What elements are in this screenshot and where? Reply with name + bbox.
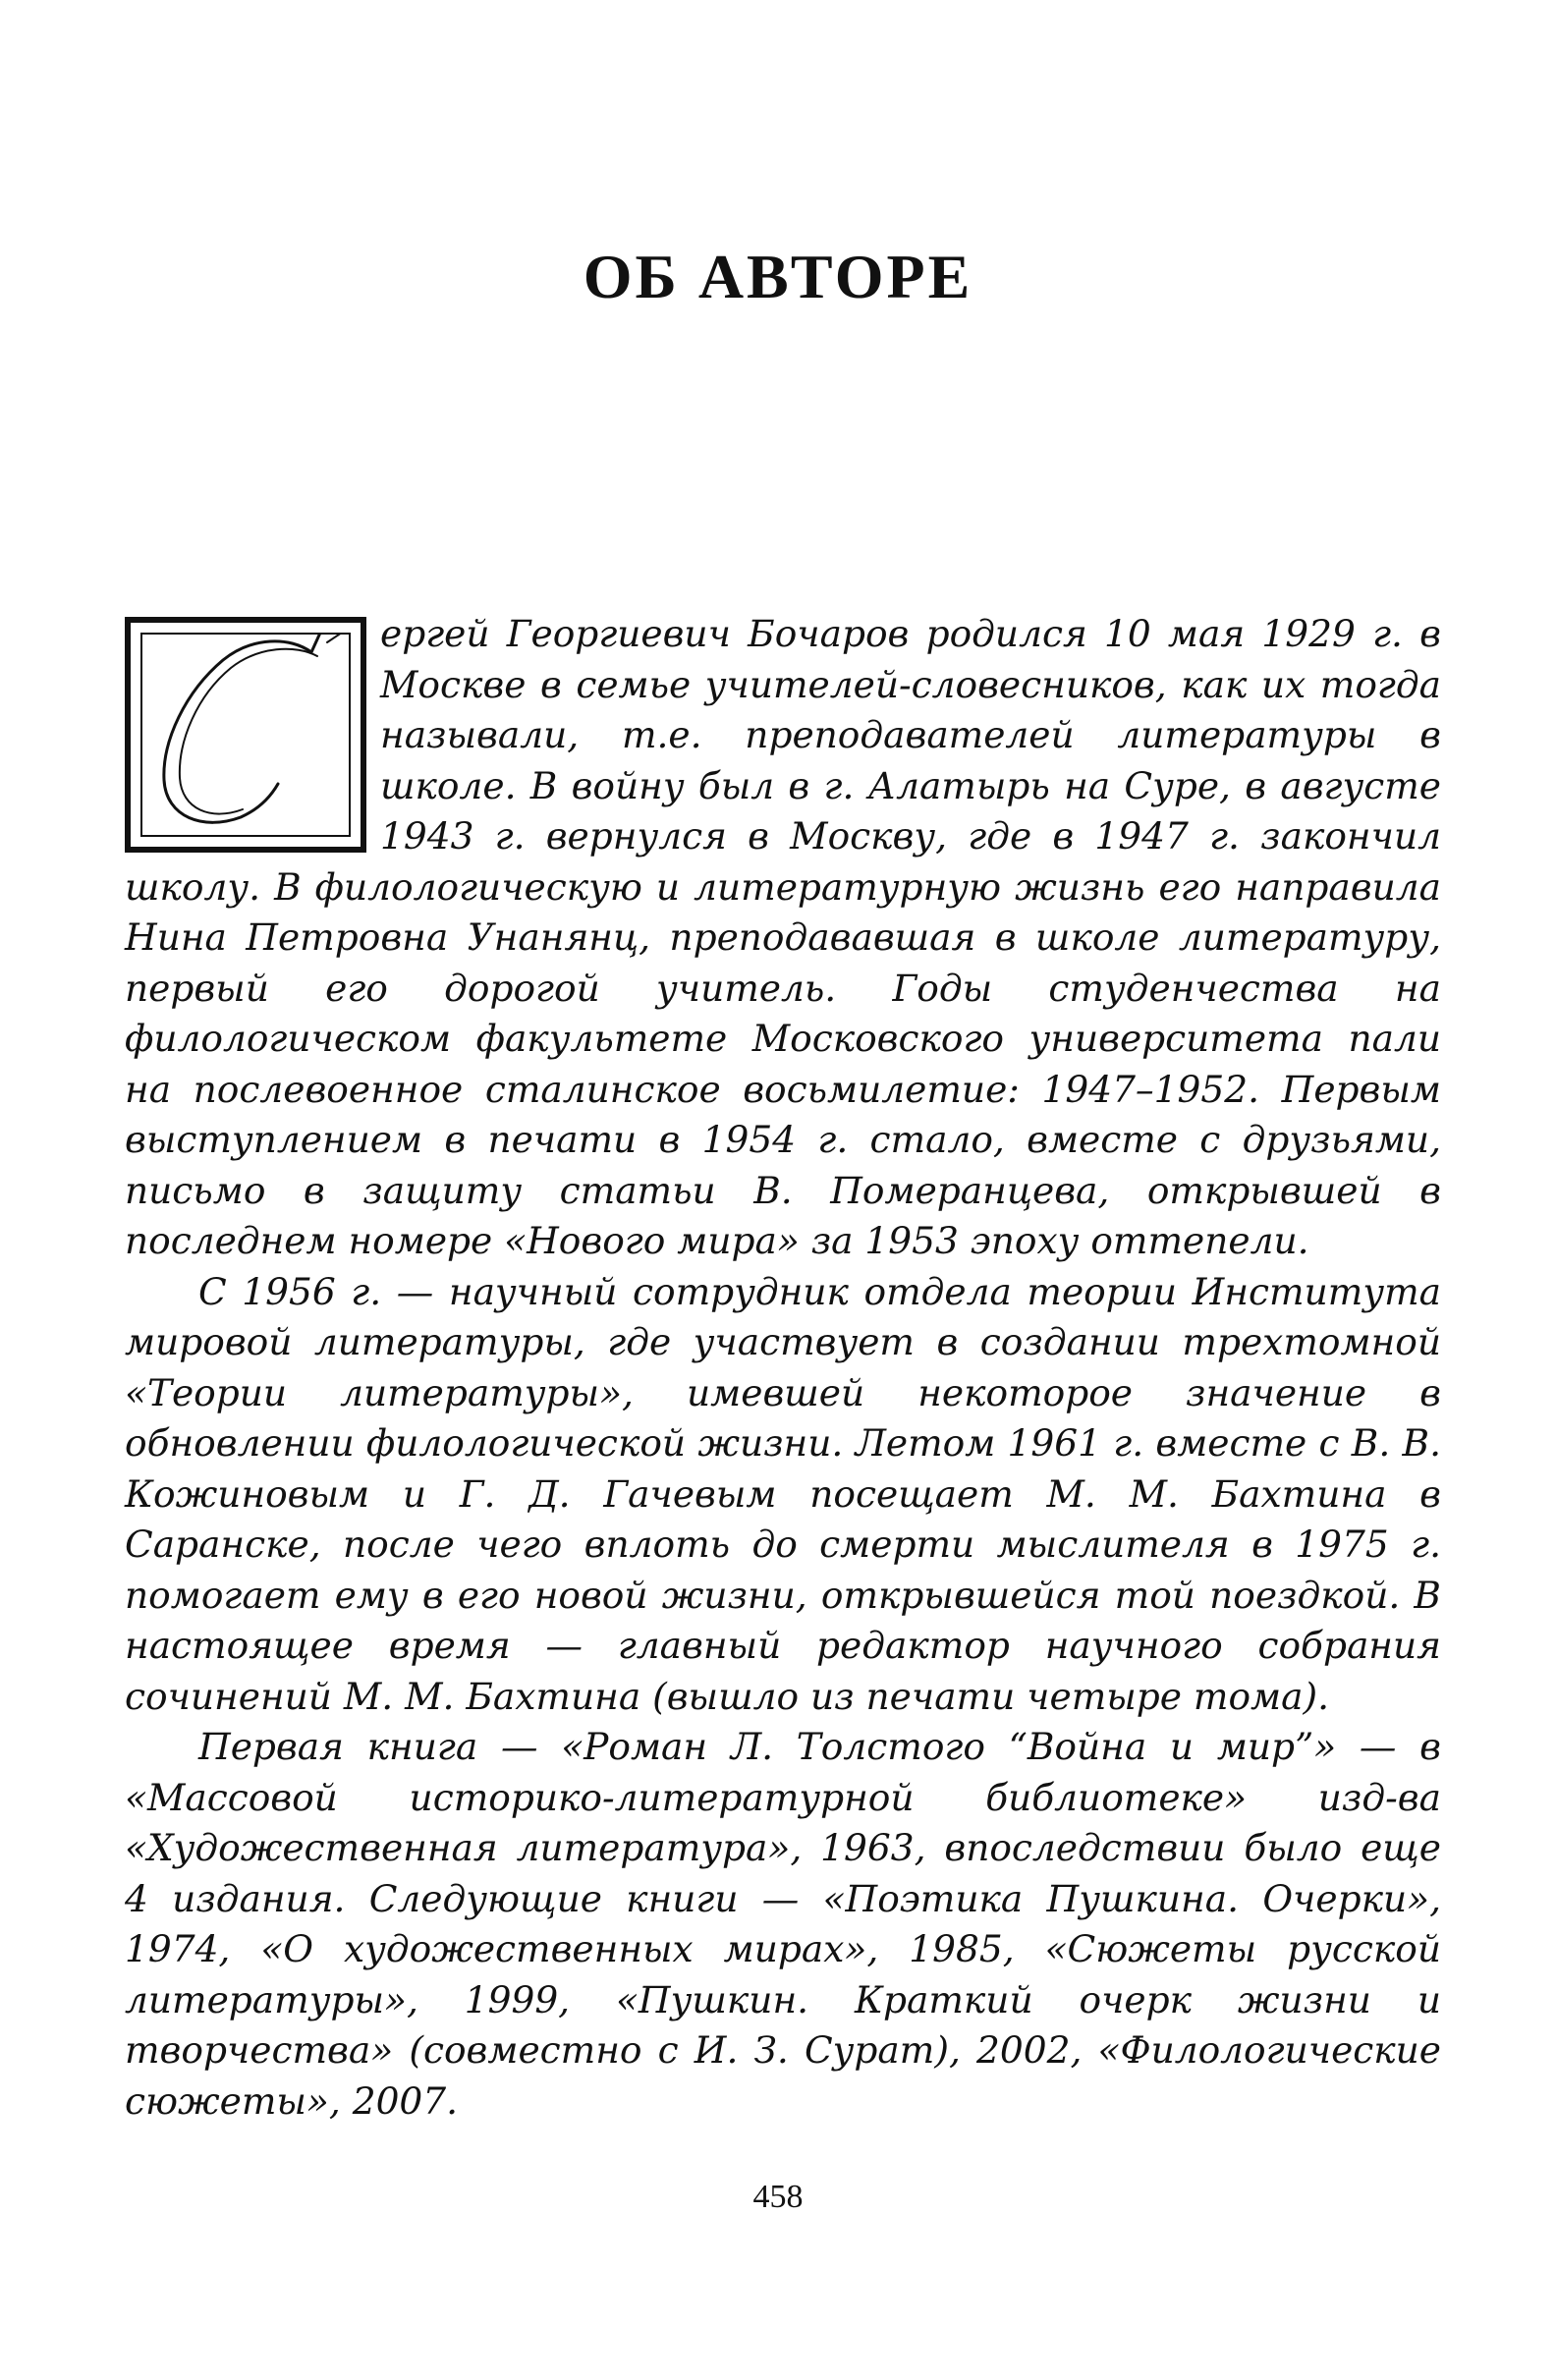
biography-text — [125, 609, 1441, 2127]
paragraph-1-text: ергей Георгиевич Бочаров родился 10 мая 1929 г. в Москве в семье учителей-словесников, как их тогда называли, т.е. преподавателей литературы в школе. В войну был в г. Алатырь на Суре, в августе 1943 г. вернулся в Москву, где в 1947 г. закончил школу. В филологическую и литературную жизнь его направила Нина Петровна Унанянц, преподававшая в школе литературу, первый его дорогой учитель. Годы студенчества на филологическом факультете Московского университета пали на послевоенное сталинское восьмилетие: 1947–1952. Первым выступлением в печати в 1954 г. стало, вместе с друзьями, письмо в защиту статьи В. Померанцева, открывшей в последнем номере «Нового мира» за 1953 эпоху оттепели. — [125, 612, 1441, 1262]
paragraph-2: С 1956 г. — научный сотрудник отдела теории Института мировой литературы, где участвует в создании трехтомной «Теории литературы», имевшей некоторое значение в обновлении филологической жизни. Летом 1961 г. вместе с В. В. Кожиновым и Г. Д. Гачевым посещает М. М. Бахтина в Саранске, после чего вплоть до смерти мыслителя в 1975 г. помогает ему в его новой жизни, открывшейся той поездкой. В настоящее время — главный редактор научного собрания сочинений М. М. Бахтина (вышло из печати четыре тома). — [125, 1269, 1441, 1718]
paragraph-3: Первая книга — «Роман Л. Толстого “Война и мир”» — в «Массовой историко-литературной библиотеке» изд-ва «Художественная литература», 1963, впоследствии было еще 4 издания. Следующие книги — «Поэтика Пушкина. Очерки», 1974, «О художественных мирах», 1985, «Сюжеты русской литературы», 1999, «Пушкин. Краткий очерк жизни и творчества» (совместно с И. З. Сурат), 2002, «Филологические сюжеты», 2007. — [125, 1725, 1441, 2123]
dropcap-ornament — [125, 617, 366, 853]
dropcap-letter — [142, 635, 349, 835]
paragraph-1 — [125, 609, 1441, 1267]
page-title: ОБ АВТОРЕ — [583, 242, 973, 311]
page-number: 458 — [752, 2179, 804, 2215]
